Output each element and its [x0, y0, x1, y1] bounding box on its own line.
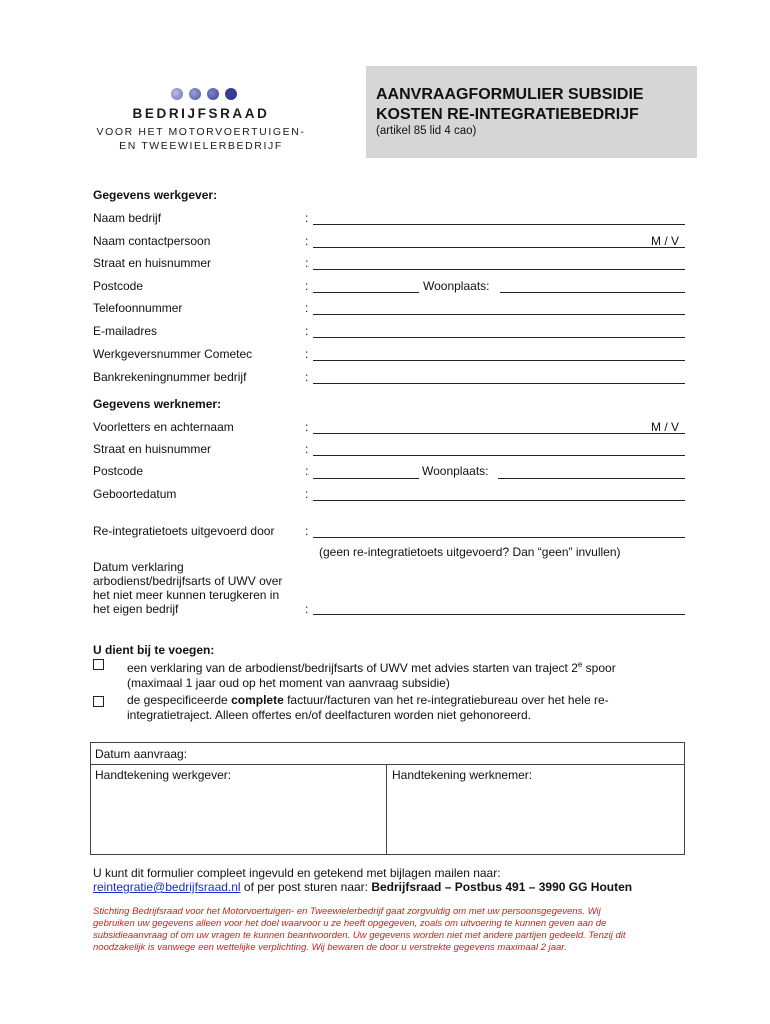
birth-date-label: Geboortedatum: [93, 487, 177, 501]
employee-heading: Gegevens werknemer:: [93, 397, 222, 411]
email-link[interactable]: reintegratie@bedrijfsraad.nl: [93, 880, 241, 894]
gender-choice[interactable]: M / V: [651, 420, 680, 434]
logo-subtitle-line: EN TWEEWIELERBEDRIJF: [119, 140, 283, 152]
colon: :: [305, 464, 309, 478]
employee-signature-label: Handtekening werknemer:: [392, 768, 533, 782]
logo-dot-icon: [171, 88, 183, 100]
declaration-label-line: het eigen bedrijf: [93, 602, 179, 616]
employee-street-label: Straat en huisnummer: [93, 442, 212, 456]
form-title-line-1: AANVRAAGFORMULIER SUBSIDIE: [376, 86, 644, 103]
colon: :: [305, 370, 309, 384]
colon: :: [305, 442, 309, 456]
employee-postcode-field[interactable]: [313, 478, 419, 479]
submission-mid-text: of per post sturen naar:: [240, 880, 372, 894]
logo-name: BEDRIJFSRAAD: [132, 106, 270, 121]
birth-date-field[interactable]: [313, 500, 685, 501]
form-subtitle: (artikel 85 lid 4 cao): [376, 125, 477, 137]
colon: :: [305, 602, 309, 616]
attachments-heading: U dient bij te voegen:: [93, 643, 215, 657]
privacy-statement: [93, 906, 683, 954]
attachment-1-text-part: spoor: [582, 661, 616, 675]
email-label: E-mailadres: [93, 324, 158, 338]
privacy-line: gebruiken uw gegevens alleen voor het doel waarvoor u ze heeft opgegeven, zoals om uitvoering te kunnen geven aan de: [93, 918, 607, 929]
attachment-2-line-1: [127, 693, 667, 708]
colon: :: [305, 420, 309, 434]
attachment-1-line-1: [127, 657, 667, 676]
cometec-number-field[interactable]: [313, 360, 685, 361]
attachment-2-text-part: de gespecificeerde: [127, 693, 232, 707]
attachment-2-line-2: integratietraject. Alleen offertes en/of deelfacturen worden niet gehonoreerd.: [127, 708, 532, 722]
privacy-line: noodzakelijk is vanwege een wettelijke verplichting. Wij bewaren de door u verstrekte gegevens maximaal 2 jaar.: [93, 942, 567, 953]
form-title-line-2: KOSTEN RE-INTEGRATIEBEDRIJF: [376, 106, 639, 123]
company-name-label: Naam bedrijf: [93, 211, 162, 225]
colon: :: [305, 347, 309, 361]
telephone-label: Telefoonnummer: [93, 301, 183, 315]
company-name-field[interactable]: [313, 224, 685, 225]
cometec-number-label: Werkgeversnummer Cometec: [93, 347, 253, 361]
gender-choice[interactable]: M / V: [651, 234, 680, 248]
logo-dot-icon: [225, 88, 237, 100]
logo-dots: [171, 88, 237, 100]
application-date-field[interactable]: [200, 744, 680, 762]
attachment-1-superscript: e: [577, 660, 583, 669]
colon: :: [305, 256, 309, 270]
attachment-1-text: [127, 657, 667, 691]
employer-residence-label: Woonplaats:: [423, 279, 490, 293]
employee-residence-label: Woonplaats:: [422, 464, 489, 478]
declaration-date-field[interactable]: [313, 614, 685, 615]
signature-table-divider: [90, 764, 685, 765]
employer-street-field[interactable]: [313, 269, 685, 270]
employer-signature-label: Handtekening werkgever:: [95, 768, 232, 782]
bank-account-field[interactable]: [313, 383, 685, 384]
reintegration-note: (geen re-integratietoets uitgevoerd? Dan “geen” invullen): [319, 545, 621, 559]
attachment-2-checkbox[interactable]: [93, 696, 104, 707]
email-field[interactable]: [313, 337, 685, 338]
logo-dot-icon: [207, 88, 219, 100]
attachment-1-checkbox[interactable]: [93, 659, 104, 670]
logo-subtitle-line: VOOR HET MOTORVOERTUIGEN-: [96, 126, 306, 138]
telephone-field[interactable]: [313, 314, 685, 315]
employee-residence-field[interactable]: [498, 478, 685, 479]
application-date-label: Datum aanvraag:: [95, 747, 188, 761]
employer-residence-field[interactable]: [500, 292, 685, 293]
employer-postcode-label: Postcode: [93, 279, 144, 293]
declaration-date-label: [93, 560, 308, 616]
employee-street-field[interactable]: [313, 455, 685, 456]
employee-name-field[interactable]: [313, 433, 685, 434]
employer-signature-field[interactable]: [92, 784, 384, 852]
submission-contact: [93, 880, 632, 894]
submission-instructions: U kunt dit formulier compleet ingevuld en getekend met bijlagen mailen naar:: [93, 866, 501, 880]
employee-name-label: Voorletters en achternaam: [93, 420, 234, 434]
postal-address: Bedrijfsraad – Postbus 491 – 3990 GG Houten: [371, 880, 633, 894]
attachment-1-text-part: een verklaring van de arbodienst/bedrijfsarts of UWV met advies starten van traject 2: [127, 661, 578, 675]
colon: :: [305, 234, 309, 248]
bank-account-label: Bankrekeningnummer bedrijf: [93, 370, 247, 384]
reintegration-test-field[interactable]: [313, 537, 685, 538]
reintegration-test-label: Re-integratietoets uitgevoerd door: [93, 524, 275, 538]
colon: :: [305, 279, 309, 293]
signature-table-divider: [386, 764, 387, 855]
contact-person-field[interactable]: [313, 247, 685, 248]
contact-person-label: Naam contactpersoon: [93, 234, 211, 248]
declaration-label-line: het niet meer kunnen terugkeren in: [93, 588, 280, 602]
colon: :: [305, 487, 309, 501]
employer-postcode-field[interactable]: [313, 292, 419, 293]
privacy-line: Stichting Bedrijfsraad voor het Motorvoertuigen- en Tweewielerbedrijf gaat zorgvuldig om met uw persoonsgegevens. Wij: [93, 906, 601, 917]
attachment-2-text: [127, 693, 667, 723]
employer-street-label: Straat en huisnummer: [93, 256, 212, 270]
declaration-label-line: arbodienst/bedrijfsarts of UWV over: [93, 574, 283, 588]
logo-dot-icon: [189, 88, 201, 100]
employee-signature-field[interactable]: [389, 784, 683, 852]
colon: :: [305, 524, 309, 538]
colon: :: [305, 211, 309, 225]
attachment-1-line-2: (maximaal 1 jaar oud op het moment van aanvraag subsidie): [127, 676, 450, 690]
logo-subtitle: [92, 125, 310, 153]
declaration-label-line: Datum verklaring: [93, 560, 184, 574]
colon: :: [305, 324, 309, 338]
colon: :: [305, 301, 309, 315]
employee-postcode-label: Postcode: [93, 464, 144, 478]
attachment-2-text-part: factuur/facturen van het re-integratiebureau over het hele re-: [283, 693, 609, 707]
attachment-2-bold: complete: [231, 693, 284, 707]
privacy-line: subsidieaanvraag of om uw vragen te kunnen beantwoorden. Uw gegevens worden niet met andere partijen gedeeld. Tenzij dit: [93, 930, 626, 941]
employer-heading: Gegevens werkgever:: [93, 188, 218, 202]
